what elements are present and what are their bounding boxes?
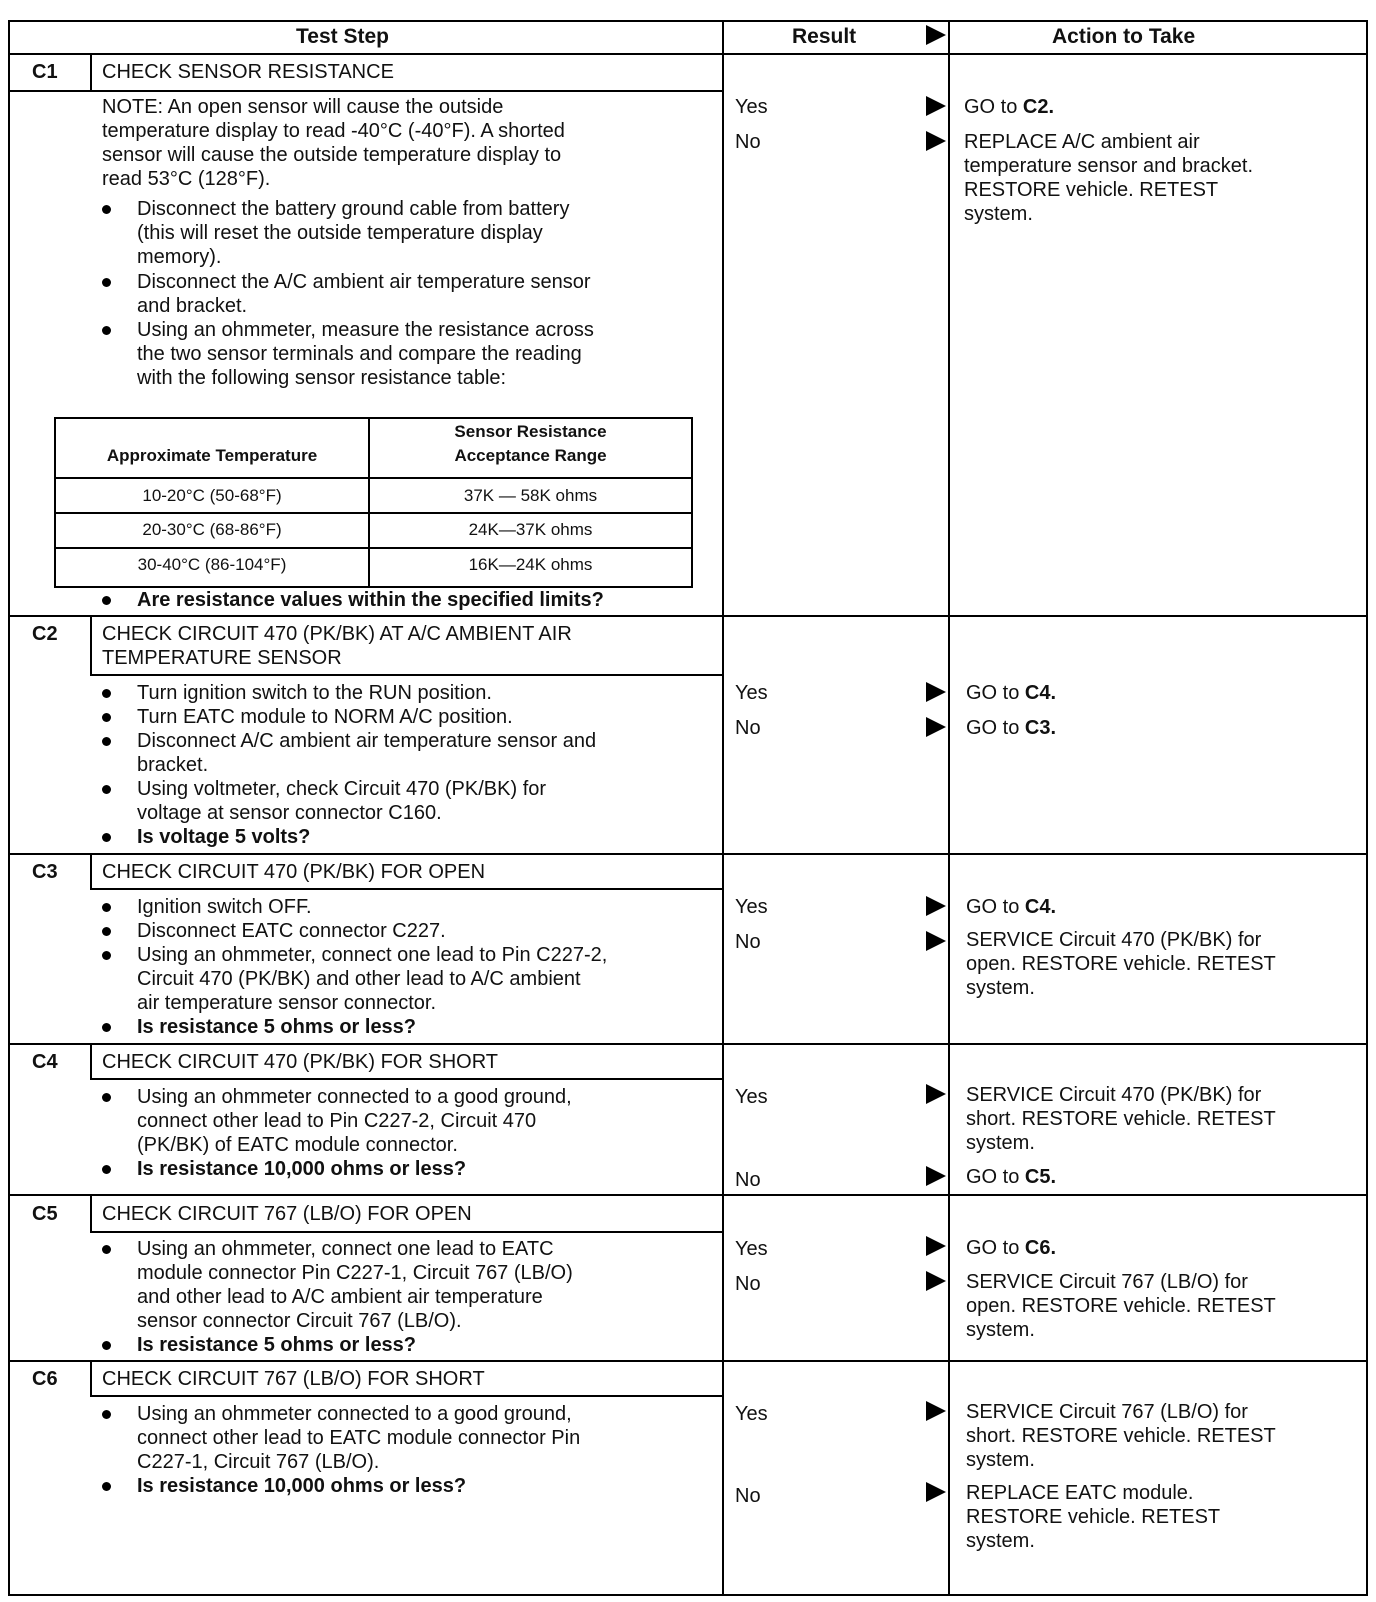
result-action: GO to C4. <box>966 682 1057 704</box>
bullet-line: Disconnect the A/C ambient air temperature sensor <box>137 271 591 293</box>
step-note-line: sensor will cause the outside temperature display to <box>102 144 562 166</box>
result-action-line: system. <box>966 1449 1035 1471</box>
bullet-line: Disconnect A/C ambient air temperature sensor and <box>137 730 597 752</box>
bullet-line: and other lead to A/C ambient air temperature <box>137 1286 543 1308</box>
resistance-table-header: Acceptance Range <box>454 446 607 465</box>
step-title-underline <box>8 90 724 92</box>
bullet-icon <box>102 1245 111 1254</box>
step-title-underline <box>90 1231 724 1233</box>
result-label: No <box>735 1273 761 1295</box>
result-arrow-icon <box>926 96 946 116</box>
step-id-divider <box>90 1196 92 1232</box>
bullet-line: bracket. <box>137 754 209 776</box>
step-title-underline <box>90 674 724 676</box>
header-action: Action to Take <box>1052 25 1196 48</box>
bullet-line: Using an ohmmeter, connect one lead to EATC <box>137 1238 554 1260</box>
step-title: CHECK CIRCUIT 470 (PK/BK) FOR OPEN <box>102 861 486 883</box>
step-id: C3 <box>32 861 58 883</box>
bullet-line: Disconnect the battery ground cable from battery <box>137 198 570 220</box>
step-question: Is resistance 5 ohms or less? <box>137 1016 417 1038</box>
bullet-icon <box>102 833 111 842</box>
step-divider <box>8 1360 1368 1362</box>
result-label: Yes <box>735 96 768 118</box>
bullet-line: voltage at sensor connector C160. <box>137 802 442 824</box>
step-question: Is resistance 10,000 ohms or less? <box>137 1475 467 1497</box>
bullet-line: Using an ohmmeter connected to a good ground, <box>137 1086 572 1108</box>
result-action-line: temperature sensor and bracket. <box>964 155 1254 177</box>
goto-step: C6. <box>1024 1237 1057 1259</box>
result-label: Yes <box>735 1238 768 1260</box>
result-action-line: system. <box>966 977 1035 999</box>
bullet-icon <box>102 689 111 698</box>
result-action-line: REPLACE EATC module. <box>966 1482 1194 1504</box>
result-action: GO to C4. <box>966 896 1057 918</box>
goto-step: C2. <box>1022 96 1055 118</box>
result-action-line: RESTORE vehicle. RETEST <box>966 1506 1221 1528</box>
bullet-icon <box>102 1165 111 1174</box>
step-id-divider <box>90 1362 92 1396</box>
bullet-line: Using an ohmmeter, connect one lead to Pin C227-2, <box>137 944 608 966</box>
step-title-underline <box>90 1078 724 1080</box>
result-action: GO to C6. <box>966 1237 1057 1259</box>
bullet-icon <box>102 785 111 794</box>
result-arrow-icon <box>926 931 946 951</box>
result-action-line: SERVICE Circuit 470 (PK/BK) for <box>966 929 1262 951</box>
table-cell: 20-30°C (68-86°F) <box>142 520 282 539</box>
step-divider <box>8 1043 1368 1045</box>
result-arrow-icon <box>926 1084 946 1104</box>
result-action-line: REPLACE A/C ambient air <box>964 131 1200 153</box>
resistance-table-header: Sensor Resistance <box>454 422 607 441</box>
result-action-line: SERVICE Circuit 470 (PK/BK) for <box>966 1084 1262 1106</box>
result-arrow-icon <box>926 682 946 702</box>
step-divider <box>8 853 1368 855</box>
result-action-line: system. <box>964 203 1033 225</box>
bullet-line: the two sensor terminals and compare the reading <box>137 343 582 365</box>
bullet-line: air temperature sensor connector. <box>137 992 437 1014</box>
bullet-line: module connector Pin C227-1, Circuit 767 (LB/O) <box>137 1262 573 1284</box>
step-id-divider <box>90 1045 92 1079</box>
result-action: GO to C5. <box>966 1166 1057 1188</box>
bullet-icon <box>102 1341 111 1350</box>
bullet-icon <box>102 737 111 746</box>
step-question: Is resistance 10,000 ohms or less? <box>137 1158 467 1180</box>
bullet-icon <box>102 951 111 960</box>
bullet-line: Circuit 470 (PK/BK) and other lead to A/C ambient <box>137 968 581 990</box>
bullet-line: Using an ohmmeter, measure the resistance across <box>137 319 594 341</box>
bullet-icon <box>102 1482 111 1491</box>
result-action: GO to C3. <box>966 717 1057 739</box>
bullet-line: (PK/BK) of EATC module connector. <box>137 1134 458 1156</box>
step-divider <box>8 615 1368 617</box>
step-id: C1 <box>32 61 58 83</box>
step-id-divider <box>90 55 92 91</box>
result-arrow-icon <box>926 1482 946 1502</box>
result-arrow-icon <box>926 1236 946 1256</box>
result-arrow-icon <box>926 1166 946 1186</box>
step-title-underline <box>90 888 724 890</box>
bullet-icon <box>102 596 111 605</box>
bullet-icon <box>102 713 111 722</box>
step-title: CHECK CIRCUIT 767 (LB/O) FOR OPEN <box>102 1203 472 1225</box>
result-action-line: system. <box>966 1530 1035 1552</box>
bullet-line: connect other lead to Pin C227-2, Circuit 470 <box>137 1110 537 1132</box>
header-test-step: Test Step <box>296 25 389 48</box>
step-title: TEMPERATURE SENSOR <box>102 647 342 669</box>
step-id: C6 <box>32 1368 58 1390</box>
bullet-line: connect other lead to EATC module connector Pin <box>137 1427 581 1449</box>
result-label: Yes <box>735 896 768 918</box>
bullet-icon <box>102 1410 111 1419</box>
result-action-line: system. <box>966 1132 1035 1154</box>
result-action: GO to C2. <box>964 96 1055 118</box>
result-arrow-icon <box>926 1271 946 1291</box>
bullet-line: C227-1, Circuit 767 (LB/O). <box>137 1451 380 1473</box>
bullet-line: Ignition switch OFF. <box>137 896 312 918</box>
step-note-line: NOTE: An open sensor will cause the outside <box>102 96 504 118</box>
result-label: No <box>735 131 761 153</box>
result-arrow-icon <box>926 717 946 737</box>
bullet-line: sensor connector Circuit 767 (LB/O). <box>137 1310 462 1332</box>
step-id-divider <box>90 617 92 675</box>
step-note-line: temperature display to read -40°C (-40°F). A shorted <box>102 120 565 142</box>
result-action-line: open. RESTORE vehicle. RETEST <box>966 953 1276 975</box>
goto-step: C5. <box>1024 1166 1057 1188</box>
bullet-icon <box>102 326 111 335</box>
table-cell: 10-20°C (50-68°F) <box>142 486 282 505</box>
bullet-icon <box>102 278 111 287</box>
step-id: C2 <box>32 623 58 645</box>
table-cell: 24K—37K ohms <box>468 520 593 539</box>
result-label: Yes <box>735 1086 768 1108</box>
bullet-line: Turn EATC module to NORM A/C position. <box>137 706 513 728</box>
bullet-line: Using voltmeter, check Circuit 470 (PK/BK) for <box>137 778 547 800</box>
step-title: CHECK CIRCUIT 470 (PK/BK) FOR SHORT <box>102 1051 498 1073</box>
bullet-line: with the following sensor resistance table: <box>137 367 507 389</box>
bullet-line: Turn ignition switch to the RUN position. <box>137 682 492 704</box>
bullet-line: (this will reset the outside temperature display <box>137 222 543 244</box>
bullet-icon <box>102 1023 111 1032</box>
bullet-line: Using an ohmmeter connected to a good ground, <box>137 1403 572 1425</box>
result-label: Yes <box>735 682 768 704</box>
step-title: CHECK CIRCUIT 767 (LB/O) FOR SHORT <box>102 1368 485 1390</box>
step-title: CHECK SENSOR RESISTANCE <box>102 61 394 83</box>
bullet-line: and bracket. <box>137 295 248 317</box>
header-divider <box>8 53 1368 55</box>
result-action-line: SERVICE Circuit 767 (LB/O) for <box>966 1401 1248 1423</box>
result-label: Yes <box>735 1403 768 1425</box>
result-action-line: short. RESTORE vehicle. RETEST <box>966 1108 1276 1130</box>
result-label: No <box>735 931 761 953</box>
result-action-line: open. RESTORE vehicle. RETEST <box>966 1295 1276 1317</box>
result-arrow-icon <box>926 131 946 151</box>
step-divider <box>8 1194 1368 1196</box>
header-arrow-icon <box>926 25 946 45</box>
bullet-icon <box>102 205 111 214</box>
bullet-icon <box>102 903 111 912</box>
step-note-line: read 53°C (128°F). <box>102 168 271 190</box>
goto-step: C4. <box>1024 682 1057 704</box>
bullet-icon <box>102 927 111 936</box>
bullet-line: memory). <box>137 246 222 268</box>
result-arrow-icon <box>926 896 946 916</box>
result-label: No <box>735 1169 761 1191</box>
step-id: C5 <box>32 1203 58 1225</box>
goto-step: C4. <box>1024 896 1057 918</box>
result-action-line: SERVICE Circuit 767 (LB/O) for <box>966 1271 1248 1293</box>
step-id: C4 <box>32 1051 58 1073</box>
table-cell: 37K — 58K ohms <box>463 486 598 505</box>
goto-step: C3. <box>1024 717 1057 739</box>
step-title: CHECK CIRCUIT 470 (PK/BK) AT A/C AMBIENT AIR <box>102 623 572 645</box>
sensor-resistance-table <box>54 417 693 588</box>
result-arrow-icon <box>926 1401 946 1421</box>
resistance-table-header: Approximate Temperature <box>106 446 318 465</box>
result-label: No <box>735 717 761 739</box>
bullet-line: Disconnect EATC connector C227. <box>137 920 446 942</box>
step-question: Is resistance 5 ohms or less? <box>137 1334 417 1356</box>
header-result: Result <box>792 25 857 48</box>
result-action-line: RESTORE vehicle. RETEST <box>964 179 1219 201</box>
step-id-divider <box>90 855 92 889</box>
result-action-line: system. <box>966 1319 1035 1341</box>
step-question: Are resistance values within the specified limits? <box>137 589 604 611</box>
result-label: No <box>735 1485 761 1507</box>
result-action-line: short. RESTORE vehicle. RETEST <box>966 1425 1276 1447</box>
table-cell: 30-40°C (86-104°F) <box>137 555 287 574</box>
table-cell: 16K—24K ohms <box>468 555 593 574</box>
step-question: Is voltage 5 volts? <box>137 826 311 848</box>
bullet-icon <box>102 1093 111 1102</box>
step-title-underline <box>90 1395 724 1397</box>
